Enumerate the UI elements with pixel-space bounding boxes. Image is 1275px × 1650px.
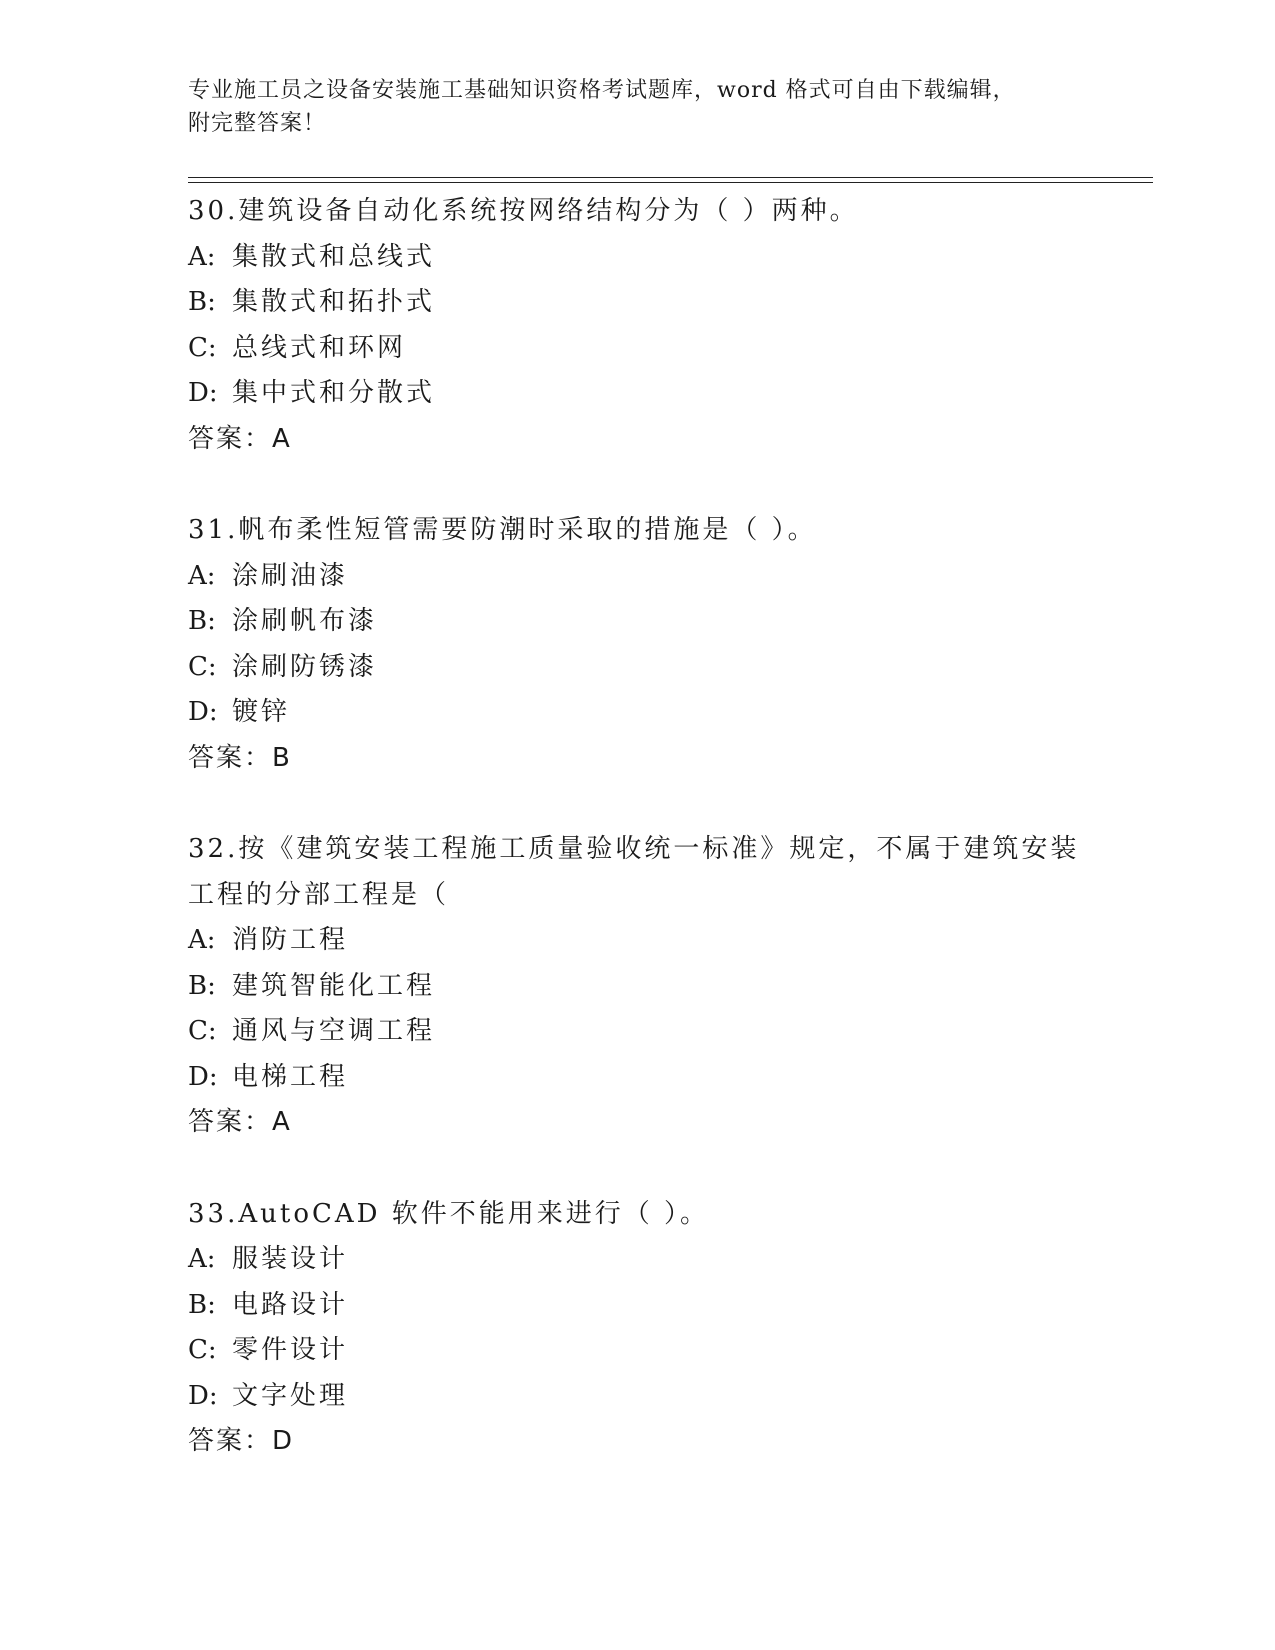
option-text: 涂刷帆布漆 xyxy=(232,606,378,636)
option-letter: C: xyxy=(188,1335,217,1365)
header-divider-bottom xyxy=(188,182,1153,183)
question-text-continued: 工程的分部工程是（ xyxy=(188,879,450,910)
option-c xyxy=(188,1009,1128,1055)
answer-line: 答案：A xyxy=(188,1107,292,1137)
option-c xyxy=(188,645,1128,691)
option-letter: A: xyxy=(188,560,216,591)
option-text: 文字处理 xyxy=(232,1380,349,1411)
option-text: 电路设计 xyxy=(232,1289,349,1320)
option-letter: A: xyxy=(188,1244,216,1274)
option-a xyxy=(188,1237,1128,1283)
option-letter: D: xyxy=(188,1061,218,1092)
header-line-2: 附完整答案！ xyxy=(188,111,327,136)
answer-line: 答案：A xyxy=(188,423,292,454)
option-d xyxy=(188,1055,1128,1101)
option-text: 镀锌 xyxy=(232,697,291,727)
option-c xyxy=(188,1328,1128,1374)
option-letter: A: xyxy=(188,925,216,955)
option-text: 建筑智能化工程 xyxy=(232,970,436,1001)
question-31 xyxy=(188,508,1128,781)
question-text: 30.建筑设备自动化系统按网络结构分为（ ）两种。 xyxy=(188,196,859,226)
header-line-1: 专业施工员之设备安装施工基础知识资格考试题库，word 格式可自由下载编辑， xyxy=(188,78,1016,103)
option-text: 通风与空调工程 xyxy=(232,1016,436,1046)
option-letter: D: xyxy=(188,378,218,408)
option-letter: B: xyxy=(188,606,216,636)
option-d xyxy=(188,690,1128,736)
option-letter: B: xyxy=(188,970,216,1001)
header-divider-top xyxy=(188,177,1153,178)
option-letter: A: xyxy=(188,241,216,272)
answer-line: 答案：D xyxy=(188,1426,295,1456)
question-text: 32.按《建筑安装工程施工质量验收统一标准》规定，不属于建筑安装 xyxy=(188,834,1080,864)
option-text: 电梯工程 xyxy=(232,1061,349,1092)
answer-line: 答案：B xyxy=(188,742,292,773)
question-32 xyxy=(188,827,1128,1146)
option-text: 涂刷油漆 xyxy=(232,560,349,591)
option-letter: B: xyxy=(188,1289,216,1320)
option-c xyxy=(188,326,1128,372)
option-d xyxy=(188,371,1128,417)
option-b xyxy=(188,964,1128,1010)
option-letter: C: xyxy=(188,651,217,682)
option-text: 集散式和总线式 xyxy=(232,241,436,272)
option-text: 集散式和拓扑式 xyxy=(232,287,436,317)
document-header xyxy=(188,74,1088,140)
question-text: 33.AutoCAD 软件不能用来进行（ ）。 xyxy=(188,1198,710,1229)
option-a xyxy=(188,554,1128,600)
option-text: 涂刷防锈漆 xyxy=(232,651,378,682)
question-30 xyxy=(188,189,1128,462)
option-letter: C: xyxy=(188,332,217,363)
question-list xyxy=(188,189,1128,1465)
question-spacer xyxy=(188,1146,1128,1192)
option-text: 总线式和环网 xyxy=(232,332,407,363)
option-letter: D: xyxy=(188,697,218,727)
option-letter: B: xyxy=(188,287,216,317)
option-letter: D: xyxy=(188,1380,218,1411)
option-text: 集中式和分散式 xyxy=(232,378,436,408)
question-spacer xyxy=(188,462,1128,508)
option-text: 服装设计 xyxy=(232,1244,349,1274)
question-33 xyxy=(188,1192,1128,1465)
option-b xyxy=(188,1283,1128,1329)
option-text: 零件设计 xyxy=(232,1335,349,1365)
option-letter: C: xyxy=(188,1016,217,1046)
question-spacer xyxy=(188,781,1128,827)
option-b xyxy=(188,599,1128,645)
option-a xyxy=(188,235,1128,281)
option-b xyxy=(188,280,1128,326)
option-d xyxy=(188,1374,1128,1420)
question-text: 31.帆布柔性短管需要防潮时采取的措施是（ ）。 xyxy=(188,515,817,545)
option-a xyxy=(188,918,1128,964)
option-text: 消防工程 xyxy=(232,925,349,955)
